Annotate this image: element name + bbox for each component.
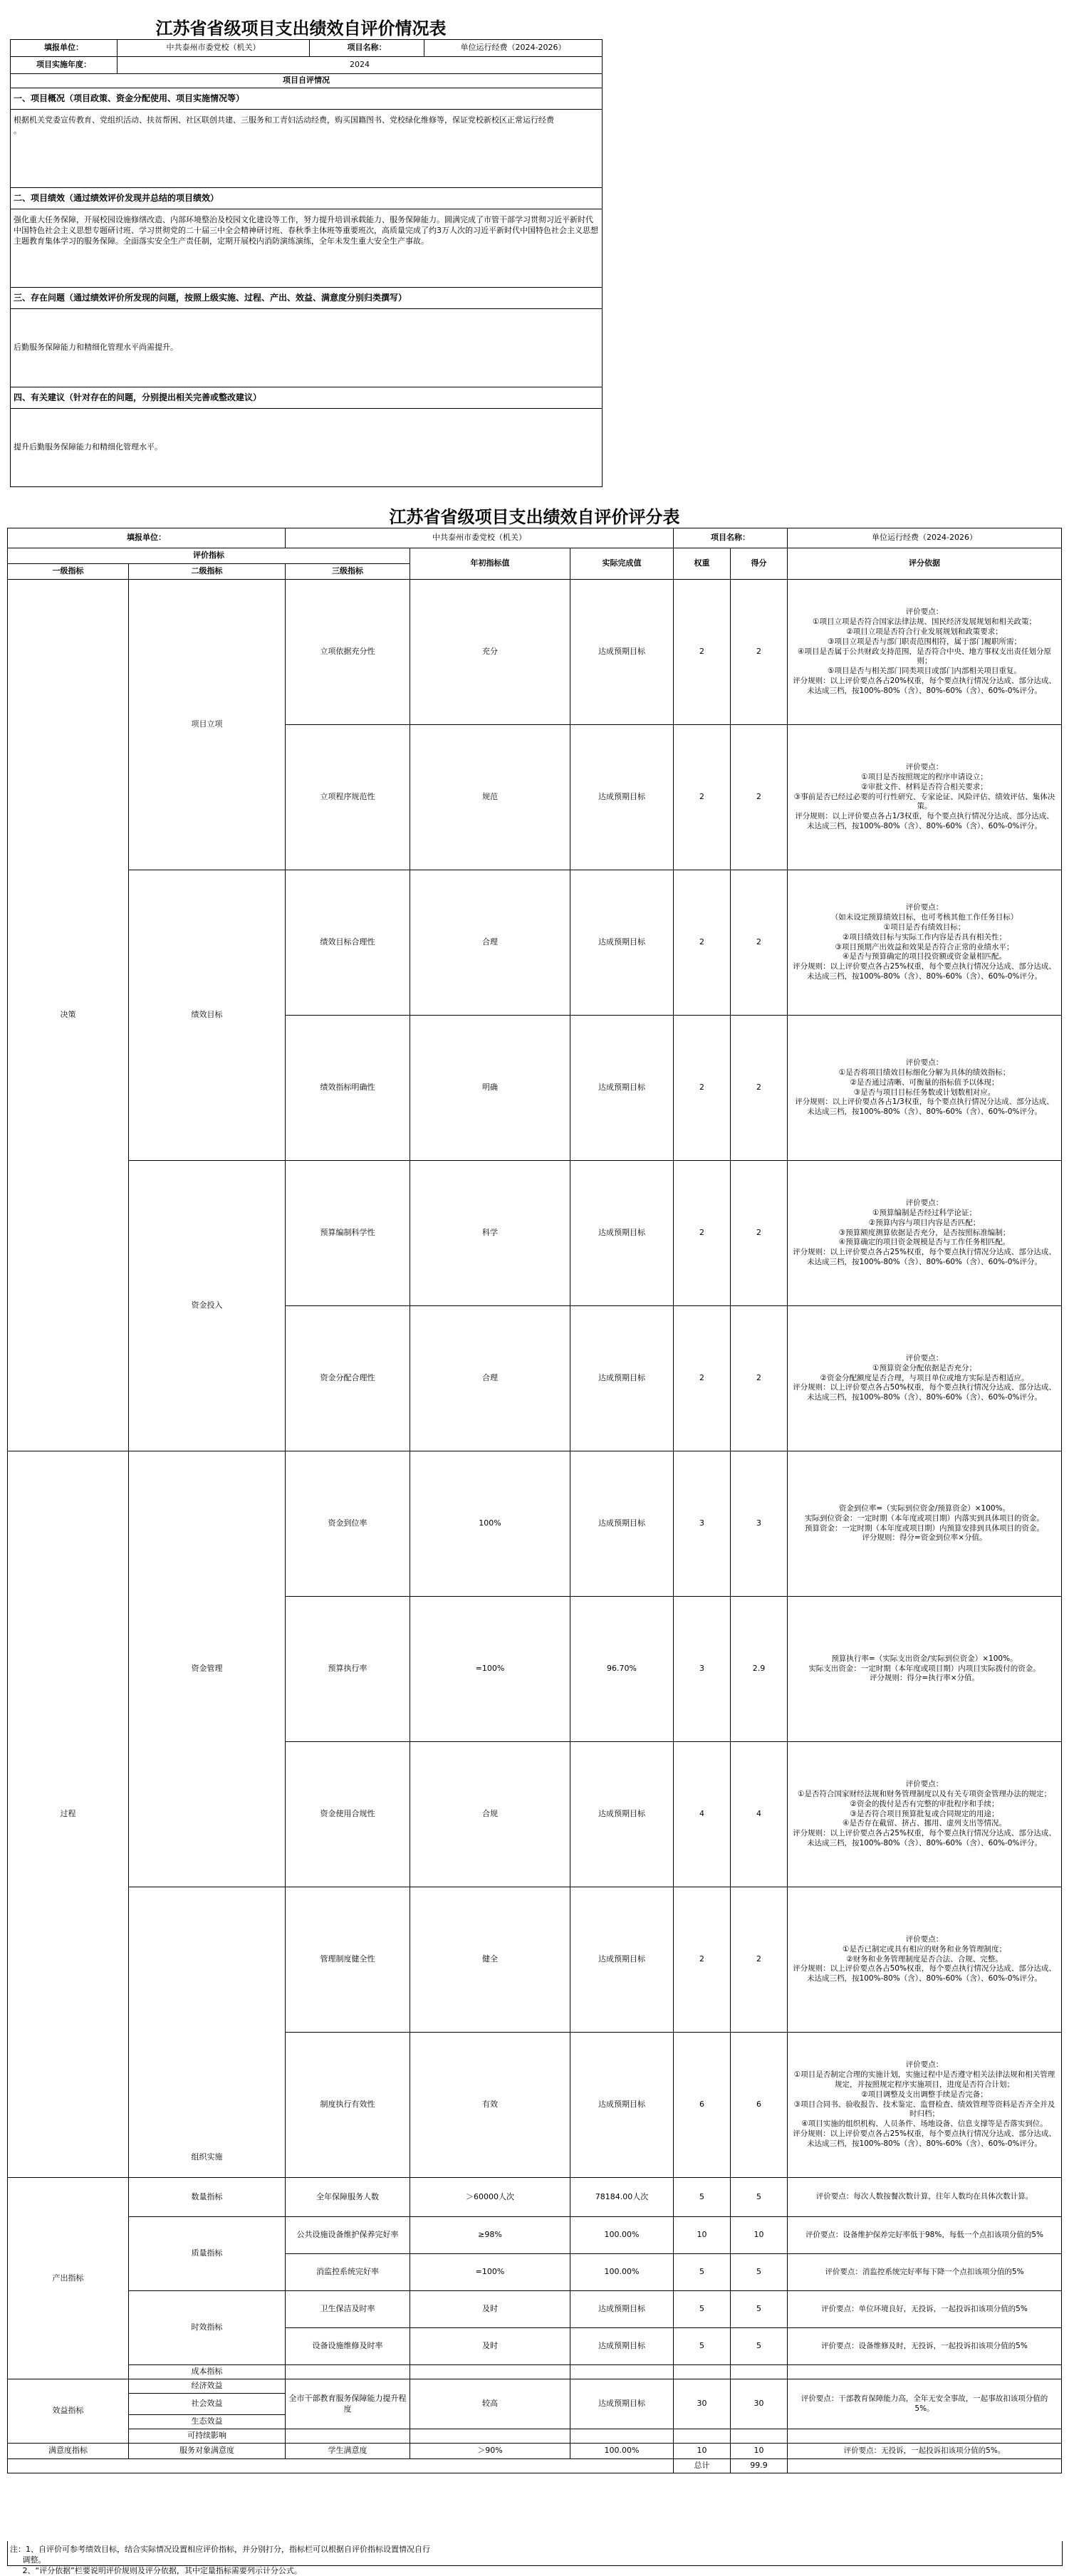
weight-cell: 2 [674, 580, 731, 725]
weight-cell: 2 [674, 1016, 731, 1161]
weight-header: 权重 [674, 548, 731, 580]
section-heading: 一、项目概况（项目政策、资金分配使用、项目实施情况等） [11, 88, 603, 109]
criteria-cell: 评价要点：单位环境良好，无投诉，一起投诉扣该项分值的5% [788, 2291, 1062, 2328]
level1-cell: 产出指标 [8, 2178, 129, 2379]
criteria-cell: 评价要点：每次人数按餐次数计算，往年人数均在具体次数计算。 [788, 2178, 1062, 2217]
weight-cell: 2 [674, 870, 731, 1016]
weight-cell: 5 [674, 2178, 731, 2217]
empty-cell [570, 2429, 674, 2444]
level1-cell: 效益指标 [8, 2379, 129, 2444]
actual-cell: 达成预期目标 [570, 1016, 674, 1161]
level2-cell: 绩效目标 [129, 870, 286, 1161]
score-cell: 5 [731, 2178, 788, 2217]
actual-cell: 达成预期目标 [570, 1742, 674, 1887]
score-cell: 10 [731, 2217, 788, 2254]
score-cell: 2 [731, 725, 788, 870]
unit-label: 填报单位： [8, 528, 286, 548]
level3-cell: 学生满意度 [286, 2444, 410, 2459]
level3-cell: 绩效目标合理性 [286, 870, 410, 1016]
actual-cell: 达成预期目标 [570, 2291, 674, 2328]
score-table [7, 528, 1062, 2473]
criteria-cell: 评价要点：无投诉，一起投诉扣该项分值的5%。 [788, 2444, 1062, 2459]
project-name-value: 单位运行经费（2024-2026） [424, 40, 603, 57]
level3-cell: 资金使用合规性 [286, 1742, 410, 1887]
criteria-cell: 评价要点：消监控系统完好率每下降一个点扣该项分值的5% [788, 2254, 1062, 2291]
score-cell: 4 [731, 1742, 788, 1887]
empty-cell [286, 2429, 410, 2444]
level3-cell: 资金到位率 [286, 1451, 410, 1597]
criteria-cell: 评价要点：干部教育保障能力高，全年无安全事故，一起事故扣该项分值的5%。 [788, 2379, 1062, 2429]
section-heading: 四、有关建议（针对存在的问题，分别提出相关完善或整改建议） [11, 387, 603, 408]
actual-cell: 达成预期目标 [570, 1887, 674, 2033]
section-heading: 二、项目绩效（通过绩效评价发现并总结的项目绩效） [11, 187, 603, 209]
score-cell: 10 [731, 2444, 788, 2459]
project-name-value: 单位运行经费（2024-2026） [788, 528, 1062, 548]
weight-cell: 5 [674, 2291, 731, 2328]
weight-cell: 3 [674, 1451, 731, 1597]
criteria-cell: 评价要点： ①预算编制是否经过科学论证； ②预算内容与项目内容是否匹配； ③预算额度测算依据是否充分，是否按照标准编制； ④预算确定的项目资金规模是否与工作任务相匹配。 评分规则：以上评价要点各占25%权重，每个要点执行情况分达成、部分达成、未达成三档，按100%-80%（含）、80%-60%（含）、60%-0%评分。 [788, 1161, 1062, 1306]
weight-cell: 3 [674, 1597, 731, 1742]
level3-cell: 预算执行率 [286, 1597, 410, 1742]
notes [10, 2544, 1064, 2576]
target-cell: 合规 [410, 1742, 570, 1887]
actual-cell: 达成预期目标 [570, 1451, 674, 1597]
criteria-cell: 评价要点：设备维修及时，无投诉，一起投诉扣该项分值的5% [788, 2328, 1062, 2365]
eval-header: 项目自评情况 [11, 74, 603, 88]
criteria-header: 评分依据 [788, 548, 1062, 580]
empty-cell [788, 2365, 1062, 2379]
score-cell: 2 [731, 870, 788, 1016]
year-value: 2024 [118, 57, 603, 74]
weight-cell: 10 [674, 2444, 731, 2459]
target-header: 年初指标值 [410, 548, 570, 580]
actual-cell: 达成预期目标 [570, 725, 674, 870]
target-cell: 规范 [410, 725, 570, 870]
empty-cell [8, 2459, 674, 2473]
level3-cell: 资金分配合理性 [286, 1306, 410, 1451]
level3-cell: 全市干部教育服务保障能力提升程度 [286, 2379, 410, 2429]
level2-header: 二级指标 [129, 564, 286, 580]
score-cell: 2.9 [731, 1597, 788, 1742]
actual-cell: 达成预期目标 [570, 2328, 674, 2365]
level3-cell: 立项依据充分性 [286, 580, 410, 725]
unit-value: 中共泰州市委党校（机关） [118, 40, 310, 57]
empty-cell [788, 2429, 1062, 2444]
level1-cell: 满意度指标 [8, 2444, 129, 2459]
weight-cell: 2 [674, 1161, 731, 1306]
level2-cell: 质量指标 [129, 2217, 286, 2291]
criteria-cell: 评价要点： ①项目是否按照规定的程序申请设立； ②审批文件、材料是否符合相关要求； ③事前是否已经过必要的可行性研究、专家论证、风险评估、绩效评估、集体决策。 评分规则：以上评价要点各占1/3权重，每个要点执行情况分达成、部分达成、未达成三档，按100%-80%（含）、80%-60%（含）、60%-0%评分。 [788, 725, 1062, 870]
empty-cell [570, 2365, 674, 2379]
section-heading: 三、存在问题（通过绩效评价所发现的问题，按照上级实施、过程、产出、效益、满意度分别归类撰写） [11, 287, 603, 308]
target-cell: 有效 [410, 2033, 570, 2178]
level2-cell: 可持续影响 [129, 2429, 286, 2444]
project-name-label: 项目名称： [310, 40, 424, 57]
target-cell: 健全 [410, 1887, 570, 2033]
actual-cell: 100.00% [570, 2254, 674, 2291]
target-cell: =100% [410, 1597, 570, 1742]
target-cell: 科学 [410, 1161, 570, 1306]
actual-cell: 100.00% [570, 2217, 674, 2254]
target-cell: 明确 [410, 1016, 570, 1161]
weight-cell: 6 [674, 2033, 731, 2178]
empty-cell [286, 2365, 410, 2379]
score-cell: 5 [731, 2291, 788, 2328]
summary-table [10, 39, 603, 487]
actual-header: 实际完成值 [570, 548, 674, 580]
summary-sheet-title: 江苏省省级项目支出绩效自评价情况表 [155, 18, 447, 38]
target-cell: 合理 [410, 870, 570, 1016]
unit-value: 中共泰州市委党校（机关） [286, 528, 674, 548]
level3-cell: 绩效指标明确性 [286, 1016, 410, 1161]
score-cell: 2 [731, 1161, 788, 1306]
level3-cell: 管理制度健全性 [286, 1887, 410, 2033]
actual-cell: 达成预期目标 [570, 580, 674, 725]
note-line: 调整。 [10, 2555, 46, 2565]
level2-cell: 资金管理 [129, 1451, 286, 1887]
level2-cell: 服务对象满意度 [129, 2444, 286, 2459]
target-cell: 100% [410, 1451, 570, 1597]
score-sheet-title: 江苏省省级项目支出绩效自评价评分表 [389, 506, 680, 527]
score-cell: 2 [731, 1306, 788, 1451]
empty-cell [731, 2429, 788, 2444]
empty-cell [410, 2429, 570, 2444]
target-cell: 充分 [410, 580, 570, 725]
criteria-cell: 评价要点： ①项目是否制定合理的实施计划，实施过程中是否遵守相关法律法规和相关管理规定，并按照规定程序实施项目，进度是否符合计划； ②项目调整及支出调整手续是否完备； ③项目合同书、验收报告、技术鉴定、监督检查、绩效管理等资料是否齐全并及时归档； ④项目实施的组织机构、人员条件、场地设备、信息支撑等是否落实到位。 评分规则：以上评价要点各占25%权重，每个要点执行情况分达成、部分达成、未达成三档，按100%-80%（含）、80%-60%（含）、60%-0%评分。 [788, 2033, 1062, 2178]
eval-indicator-header: 评价指标 [8, 548, 410, 564]
level2-cell: 成本指标 [129, 2365, 286, 2379]
score-cell: 2 [731, 1887, 788, 2033]
score-header: 得分 [731, 548, 788, 580]
level2-cell: 资金投入 [129, 1161, 286, 1451]
level3-cell: 预算编制科学性 [286, 1161, 410, 1306]
score-cell: 5 [731, 2254, 788, 2291]
score-cell: 2 [731, 580, 788, 725]
empty-cell [788, 2459, 1062, 2473]
level2-cell: 经济效益 [129, 2379, 286, 2394]
unit-label: 填报单位： [11, 40, 118, 57]
criteria-cell: 评价要点： ①是否已制定或具有相应的财务和业务管理制度； ②财务和业务管理制度是否合法、合规、完整。 评分规则：以上评价要点各占50%权重，每个要点执行情况分达成、部分达成、未达成三档，按100%-80%（含）、80%-60%（含）、60%-0%评分。 [788, 1887, 1062, 2033]
level2-cell: 生态效益 [129, 2415, 286, 2429]
actual-cell: 达成预期目标 [570, 2033, 674, 2178]
criteria-cell: 评价要点： （如未设定预算绩效目标，也可考核其他工作任务目标） ①项目是否有绩效目标； ②项目绩效目标与实际工作内容是否具有相关性； ③项目预期产出效益和效果是否符合正常的业绩水平； ④是否与预算确定的项目投资额或资金量相匹配。 评分规则：以上评价要点各占25%权重，每个要点执行情况分达成、部分达成、未达成三档，按100%-80%（含）、80%-60%（含）、60%-0%评分。 [788, 870, 1062, 1016]
level1-cell: 决策 [8, 580, 129, 1451]
note-line: 注：1、自评价可参考绩效目标，结合实际情况设置相应评价指标，并分别打分，指标栏可以根据自评价指标设置情况自行 [10, 2545, 430, 2554]
target-cell: 及时 [410, 2291, 570, 2328]
level1-header: 一级指标 [8, 564, 129, 580]
criteria-cell: 评价要点： ①是否符合国家财经法规和财务管理制度以及有关专项资金管理办法的规定； ②资金的拨付是否有完整的审批程序和手续； ③是否符合项目预算批复或合同规定的用途； ④是否存在截留、挤占、挪用、虚列支出等情况。 评分规则：以上评价要点各占25%权重，每个要点执行情况分达成、部分达成、未达成三档，按100%-80%（含）、80%-60%（含）、60%-0%评分。 [788, 1742, 1062, 1887]
section-body: 提升后勤服务保障能力和精细化管理水平。 [11, 408, 603, 486]
level2-cell: 组织实施 [129, 1887, 286, 2178]
level3-cell: 立项程序规范性 [286, 725, 410, 870]
level3-cell: 全年保障服务人数 [286, 2178, 410, 2217]
criteria-cell: 预算执行率=（实际支出资金/实际到位资金）×100%。 实际支出资金：一定时期（本年度或项目期）内项目实际拨付的资金。 评分规则：得分=执行率×分值。 [788, 1597, 1062, 1742]
weight-cell: 5 [674, 2328, 731, 2365]
criteria-cell: 资金到位率=（实际到位资金/预算资金）×100%。 实际到位资金：一定时期（本年度或项目期）内落实到具体项目的资金。 预算资金：一定时期（本年度或项目期）内预算安排到具体项目的资金。 评分规则：得分=资金到位率×分值。 [788, 1451, 1062, 1597]
weight-cell: 2 [674, 1306, 731, 1451]
year-label: 项目实施年度： [11, 57, 118, 74]
level3-header: 三级指标 [286, 564, 410, 580]
total-label: 总计 [674, 2459, 731, 2473]
criteria-cell: 评价要点： ①是否将项目绩效目标细化分解为具体的绩效指标； ②是否通过清晰、可衡量的指标值予以体现； ③是否与项目目标任务数或计划数相对应。 评分规则：以上评价要点各占1/3权重，每个要点执行情况分达成、部分达成、未达成三档，按100%-80%（含）、80%-60%（含）、60%-0%评分。 [788, 1016, 1062, 1161]
level2-cell: 时效指标 [129, 2291, 286, 2365]
weight-cell: 5 [674, 2254, 731, 2291]
actual-cell: 96.70% [570, 1597, 674, 1742]
level2-cell: 项目立项 [129, 580, 286, 870]
target-cell: =100% [410, 2254, 570, 2291]
score-cell: 3 [731, 1451, 788, 1597]
score-cell: 6 [731, 2033, 788, 2178]
weight-cell: 30 [674, 2379, 731, 2429]
criteria-cell: 评价要点： ①项目立项是否符合国家法律法规、国民经济发展规划和相关政策； ②项目立项是否符合行业发展规划和政策要求； ③项目立项是否与部门职责范围相符，属于部门履职所需； ④项目是否属于公共财政支持范围，是否符合中央、地方事权支出责任划分原则； ⑤项目是否与相关部门同类项目或部门内部相关项目重复。 评分规则：以上评价要点各占20%权重，每个要点执行情况分达成、部分达成、未达成三档，按100%-80%（含）、80%-60%（含）、60%-0%评分。 [788, 580, 1062, 725]
note-line: 2、“评分依据”栏要说明评价规则及评分依据，其中定量指标需要列示计分公式。 [10, 2566, 302, 2575]
target-cell: ＞60000人次 [410, 2178, 570, 2217]
actual-cell: 100.00% [570, 2444, 674, 2459]
target-cell: ≥98% [410, 2217, 570, 2254]
score-cell: 30 [731, 2379, 788, 2429]
criteria-cell: 评价要点： ①预算资金分配依据是否充分； ②资金分配额度是否合理，与项目单位或地方实际是否相适应。 评分规则：以上评价要点各占50%权重，每个要点执行情况分达成、部分达成、未达成三档，按100%-80%（含）、80%-60%（含）、60%-0%评分。 [788, 1306, 1062, 1451]
level1-cell: 过程 [8, 1451, 129, 2178]
level3-cell: 消监控系统完好率 [286, 2254, 410, 2291]
weight-cell: 10 [674, 2217, 731, 2254]
empty-cell [674, 2365, 731, 2379]
section-body: 根据机关党委宣传教育、党组织活动、扶贫帮困、社区联创共建、三服务和工青妇活动经费，购买国籍图书、党校绿化维修等，保证党校新校区正常运行经费 。 [11, 109, 603, 187]
empty-cell [674, 2429, 731, 2444]
target-cell: 合理 [410, 1306, 570, 1451]
section-body: 强化重大任务保障，开展校园设施修缮改造、内部环境整治及校园文化建设等工作，努力提升培训承载能力、服务保障能力。圆满完成了市管干部学习贯彻习近平新时代中国特色社会主义思想专题研讨班、学习贯彻党的二十届三中全会精神研讨班、春秋季主体班等重要班次，高质量完成了约3万人次的习近平新时代中国特色社会主义思想主题教育集体学习的服务保障。全面落实安全生产责任制，定期开展校内消防演练演练，全年未发生重大安全生产事故。 [11, 209, 603, 287]
project-name-label: 项目名称： [674, 528, 788, 548]
target-cell: 较高 [410, 2379, 570, 2429]
criteria-cell: 评价要点：设备维护保养完好率低于98%，每低一个点扣该项分值的5% [788, 2217, 1062, 2254]
level3-cell: 制度执行有效性 [286, 2033, 410, 2178]
total-score: 99.9 [731, 2459, 788, 2473]
level2-cell: 数量指标 [129, 2178, 286, 2217]
score-cell: 2 [731, 1016, 788, 1161]
target-cell: ＞90% [410, 2444, 570, 2459]
actual-cell: 78184.00人次 [570, 2178, 674, 2217]
empty-cell [731, 2365, 788, 2379]
level2-cell: 社会效益 [129, 2394, 286, 2415]
level3-cell: 公共设施设备维护保养完好率 [286, 2217, 410, 2254]
weight-cell: 2 [674, 1887, 731, 2033]
score-cell: 5 [731, 2328, 788, 2365]
empty-cell [410, 2365, 570, 2379]
weight-cell: 2 [674, 725, 731, 870]
actual-cell: 达成预期目标 [570, 1161, 674, 1306]
actual-cell: 达成预期目标 [570, 870, 674, 1016]
target-cell: 及时 [410, 2328, 570, 2365]
level3-cell: 设备设施维修及时率 [286, 2328, 410, 2365]
weight-cell: 4 [674, 1742, 731, 1887]
level3-cell: 卫生保洁及时率 [286, 2291, 410, 2328]
section-body: 后勤服务保障能力和精细化管理水平尚需提升。 [11, 308, 603, 387]
actual-cell: 达成预期目标 [570, 2379, 674, 2429]
actual-cell: 达成预期目标 [570, 1306, 674, 1451]
